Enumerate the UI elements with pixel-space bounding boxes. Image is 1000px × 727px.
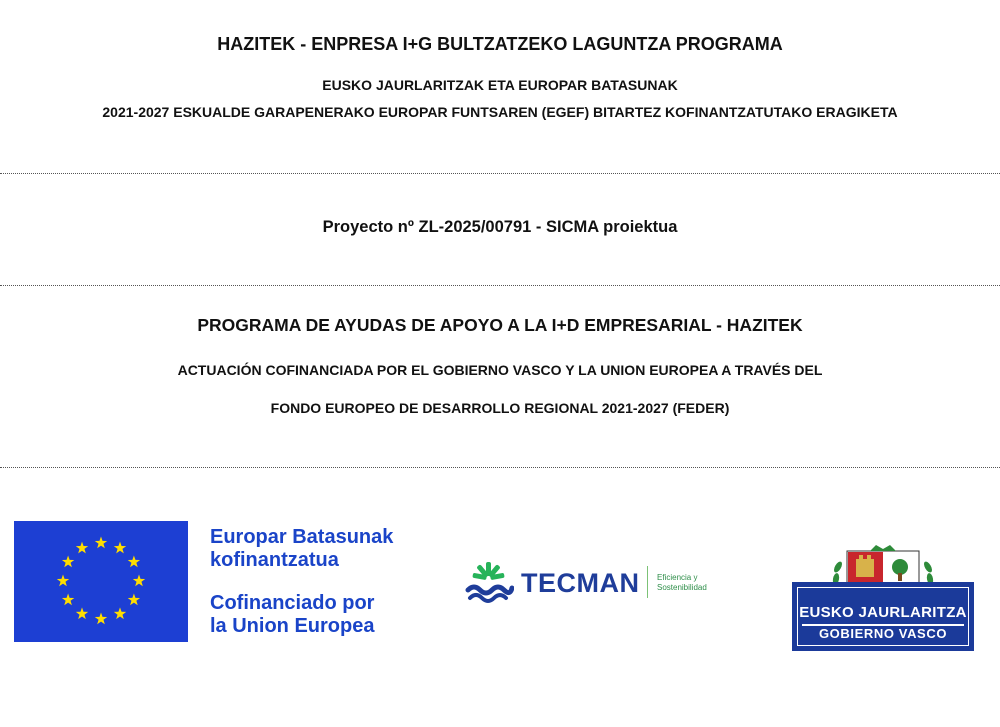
separator-2 xyxy=(0,285,1000,286)
tecman-tagline xyxy=(657,573,707,593)
spanish-line-1: ACTUACIÓN COFINANCIADA POR EL GOBIERNO VASCO Y LA UNION EUROPEA A TRAVÉS DEL xyxy=(177,362,823,378)
tecman-tagline-2: Sostenibilidad xyxy=(657,583,707,592)
eu-spanish-line-2: la Union Europea xyxy=(210,615,375,637)
separator-3 xyxy=(0,467,1000,468)
header-line-2: 2021-2027 ESKUALDE GARAPENERAKO EUROPAR FUNTSAREN (EGEF) BITARTEZ KOFINANTZATUTAKO ERAGIKETA xyxy=(102,104,898,120)
tecman-tagline-1: Eficiencia y xyxy=(657,573,698,582)
eu-star-icon xyxy=(133,575,145,587)
eu-star-icon xyxy=(114,542,126,554)
project-line: Proyecto nº ZL-2025/00791 - SICMA proiektua xyxy=(322,218,678,236)
eu-star-icon xyxy=(128,556,140,568)
eu-spanish-line-1: Cofinanciado por xyxy=(210,592,375,614)
header-title: HAZITEK - ENPRESA I+G BULTZATZEKO LAGUNTZA PROGRAMA xyxy=(217,34,783,54)
tecman-name: TECMAN xyxy=(521,568,640,598)
tecman-logo-icon xyxy=(464,560,514,604)
eu-flag-icon xyxy=(14,521,188,642)
eu-basque-line-1: Europar Batasunak xyxy=(210,526,394,548)
tecman-divider xyxy=(647,566,648,598)
ej-basque-name: EUSKO JAURLARITZA xyxy=(799,604,967,621)
header-line-1: EUSKO JAURLARITZAK ETA EUROPAR BATASUNAK xyxy=(322,77,678,93)
ej-spanish-name: GOBIERNO VASCO xyxy=(818,626,948,641)
eu-star-icon xyxy=(62,556,74,568)
eu-star-icon xyxy=(76,542,88,554)
eu-cofinancing-text xyxy=(210,526,393,638)
eu-star-icon xyxy=(57,575,69,587)
spanish-title: PROGRAMA DE AYUDAS DE APOYO A LA I+D EMPRESARIAL - HAZITEK xyxy=(197,315,803,335)
eu-star-icon xyxy=(62,594,74,606)
eu-star-icon xyxy=(128,594,140,606)
eu-star-icon xyxy=(76,607,88,619)
eu-star-icon xyxy=(95,613,107,625)
spanish-line-2: FONDO EUROPEO DE DESARROLLO REGIONAL 2021-2027 (FEDER) xyxy=(270,400,730,416)
eu-star-icon xyxy=(114,607,126,619)
ej-banner xyxy=(792,582,974,651)
eu-star-icon xyxy=(95,537,107,549)
eu-basque-line-2: kofinantzatua xyxy=(210,549,339,571)
tecman-logo xyxy=(464,560,734,604)
separator-1 xyxy=(0,173,1000,174)
